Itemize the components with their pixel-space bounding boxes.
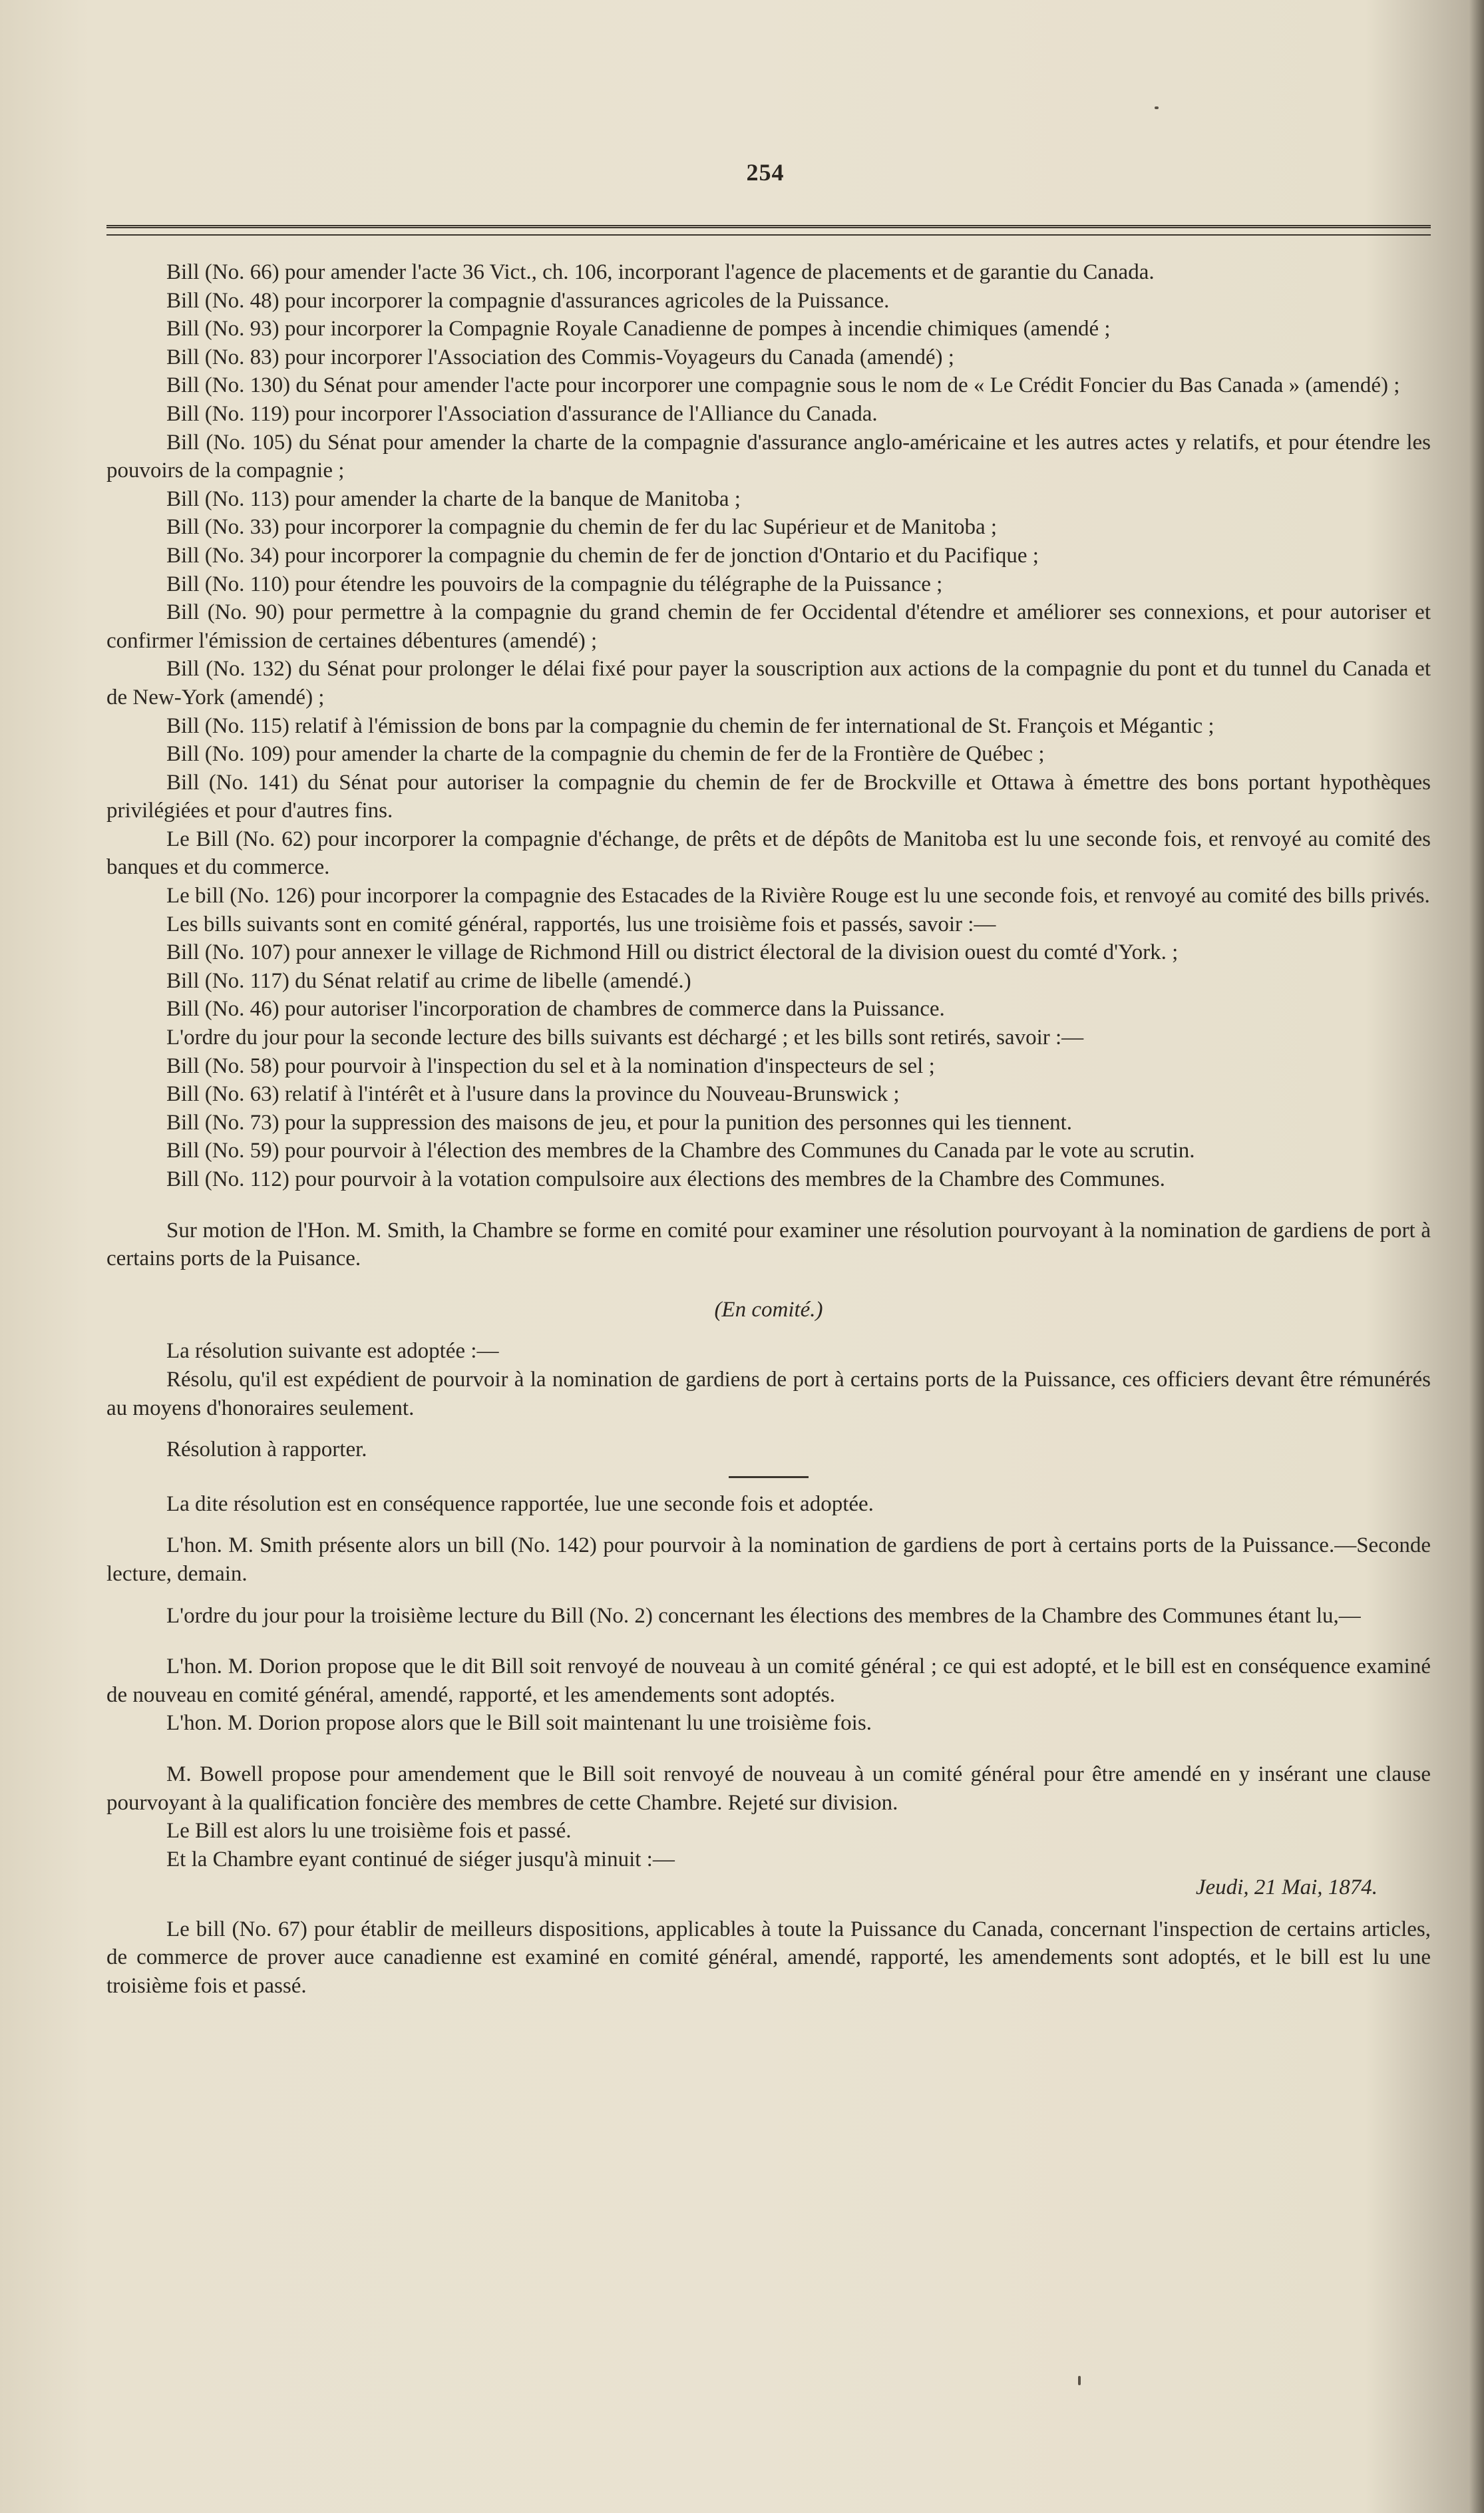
paragraph: Le Bill (No. 62) pour incorporer la compagnie d'échange, de prêts et de dépôts de Manitoba est lu une seconde fois, et renvoyé au comité des banques et du commerce. (106, 827, 1431, 880)
paragraph: L'hon. M. Dorion propose que le dit Bill soit renvoyé de nouveau à un comité général ; ce qui est adopté, et le bill est en conséquence examiné de nouveau en comité général, amendé, rapporté, et les amendements sont adoptés. (106, 1654, 1431, 1707)
paragraph: La dite résolution est en conséquence rapportée, lue une seconde fois et adoptée. (166, 1491, 874, 1516)
paragraph: Bill (No. 33) pour incorporer la compagnie du chemin de fer du lac Supérieur et de Manitoba ; (166, 515, 998, 540)
paragraph: Bill (No. 130) du Sénat pour amender l'acte pour incorporer une compagnie sous le nom de « Le Crédit Foncier du Bas Canada » (amendé) ; (166, 373, 1400, 398)
header-double-rule (106, 225, 1431, 232)
paragraph: Et la Chambre eyant continué de siéger jusqu'à minuit :— (166, 1847, 675, 1871)
paragraph: L'ordre du jour pour la seconde lecture des bills suivants est déchargé ; et les bills sont retirés, savoir :— (166, 1026, 1084, 1050)
paragraph: Bill (No. 58) pour pourvoir à l'inspection du sel et à la nomination d'inspecteurs de sel ; (166, 1054, 935, 1078)
motion-paragraph: Sur motion de l'Hon. M. Smith, la Chambre se forme en comité pour examiner une résolution pourvoyant à la nomination de gardiens de port à certains ports de la Puisance. (106, 1218, 1431, 1271)
paragraph: Bill (No. 109) pour amender la charte de la compagnie du chemin de fer de la Frontière de Québec ; (166, 742, 1045, 767)
date-line: Jeudi, 21 Mai, 1874. (1195, 1875, 1378, 1900)
paragraph: Bill (No. 107) pour annexer le village de Richmond Hill ou district électoral de la division ouest du comté d'York. ; (166, 940, 1179, 965)
ink-speck (1155, 106, 1159, 109)
paragraph: Bill (No. 90) pour permettre à la compagnie du grand chemin de fer Occidental d'étendre et améliorer ses connexions, et pour autoriser et confirmer l'émission de certaines débentures (amendé) ; (106, 600, 1431, 653)
paragraph: Bill (No. 115) relatif à l'émission de bons par la compagnie du chemin de fer international de St. François et Mégantic ; (166, 713, 1214, 738)
paragraph: Bill (No. 34) pour incorporer la compagnie du chemin de fer de jonction d'Ontario et du Pacifique ; (166, 543, 1039, 568)
committee-heading: (En comité.) (714, 1297, 823, 1322)
paragraph: Le bill (No. 67) pour établir de meilleurs dispositions, applicables à toute la Puissance du Canada, concernant l'inspection de certains articles, de commerce de prover auce canadienne est examiné en comité général, amendé, rapporté, les amendements sont adoptés, et le bill est lu une troisième fois et passé. (106, 1917, 1431, 1999)
paragraph: Bill (No. 73) pour la suppression des maisons de jeu, et pour la punition des personnes qui les tiennent. (166, 1110, 1073, 1135)
header-rule (106, 234, 1431, 236)
page-number: 254 (746, 159, 785, 186)
paragraph: Bill (No. 48) pour incorporer la compagnie d'assurances agricoles de la Puissance. (166, 288, 890, 313)
paragraph: Les bills suivants sont en comité général, rapportés, lus une troisième fois et passés, savoir :— (166, 912, 996, 936)
paragraph: Bill (No. 59) pour pourvoir à l'élection des membres de la Chambre des Communes du Canada par le vote au scrutin. (166, 1139, 1195, 1163)
journal-body (106, 258, 1431, 2001)
paragraph: Bill (No. 93) pour incorporer la Compagnie Royale Canadienne de pompes à incendie chimiques (amendé ; (166, 317, 1111, 341)
paragraph: Bill (No. 119) pour incorporer l'Association d'assurance de l'Alliance du Canada. (166, 401, 878, 426)
paragraph: Bill (No. 141) du Sénat pour autoriser la compagnie du chemin de fer de Brockville et Ottawa à émettre des bons portant hypothèques privilégiées et pour d'autres fins. (106, 770, 1431, 823)
resolution-paragraph: Résolu, qu'il est expédient de pourvoir à la nomination de gardiens de port à certains ports de la Puissance, ces officiers devant être rémunérés au moyens d'honoraires seulement. (106, 1367, 1431, 1420)
paragraph: L'hon. M. Dorion propose alors que le Bill soit maintenant lu une troisième fois. (166, 1711, 872, 1736)
paragraph: Bill (No. 112) pour pourvoir à la votation compulsoire aux élections des membres de la Chambre des Communes. (166, 1167, 1165, 1191)
paragraph: Bill (No. 105) du Sénat pour amender la charte de la compagnie d'assurance anglo-américaine et les autres actes y relatifs, et pour étendre les pouvoirs de la compagnie ; (106, 430, 1431, 483)
ink-speck (1078, 2376, 1081, 2385)
paragraph: Bill (No. 117) du Sénat relatif au crime de libelle (amendé.) (166, 968, 691, 993)
paragraph: Bill (No. 132) du Sénat pour prolonger le délai fixé pour payer la souscription aux actions de la compagnie du pont et du tunnel du Canada et de New-York (amendé) ; (106, 657, 1431, 709)
paragraph: L'ordre du jour pour la troisième lecture du Bill (No. 2) concernant les élections des membres de la Chambre des Communes étant lu,— (166, 1603, 1361, 1628)
paragraph: La résolution suivante est adoptée :— (166, 1339, 499, 1364)
paragraph: Bill (No. 63) relatif à l'intérêt et à l'usure dans la province du Nouveau-Brunswick ; (166, 1082, 900, 1107)
paragraph: Le Bill est alors lu une troisième fois et passé. (166, 1819, 572, 1843)
paragraph: Bill (No. 66) pour amender l'acte 36 Vict., ch. 106, incorporant l'agence de placements et de garantie du Canada. (166, 260, 1155, 284)
paragraph: Bill (No. 83) pour incorporer l'Association des Commis-Voyageurs du Canada (amendé) ; (166, 345, 954, 369)
section-rule (729, 1476, 809, 1478)
paragraph: Bill (No. 46) pour autoriser l'incorporation de chambres de commerce dans la Puissance. (166, 997, 945, 1022)
paragraph: M. Bowell propose pour amendement que le Bill soit renvoyé de nouveau à un comité général pour être amendé en y insérant une clause pourvoyant à la qualification foncière des membres de cette Chambre. Rejeté sur division. (106, 1762, 1431, 1815)
paragraph: L'hon. M. Smith présente alors un bill (No. 142) pour pourvoir à la nomination de gardiens de port à certains ports de la Puissance.—Seconde lecture, demain. (106, 1533, 1431, 1586)
paragraph: Résolution à rapporter. (166, 1438, 367, 1462)
paragraph: Bill (No. 110) pour étendre les pouvoirs de la compagnie du télégraphe de la Puissance ; (166, 572, 943, 596)
paragraph: Le bill (No. 126) pour incorporer la compagnie des Estacades de la Rivière Rouge est lu une seconde fois, et renvoyé au comité des bills privés. (166, 884, 1430, 908)
paragraph: Bill (No. 113) pour amender la charte de la banque de Manitoba ; (166, 486, 741, 511)
